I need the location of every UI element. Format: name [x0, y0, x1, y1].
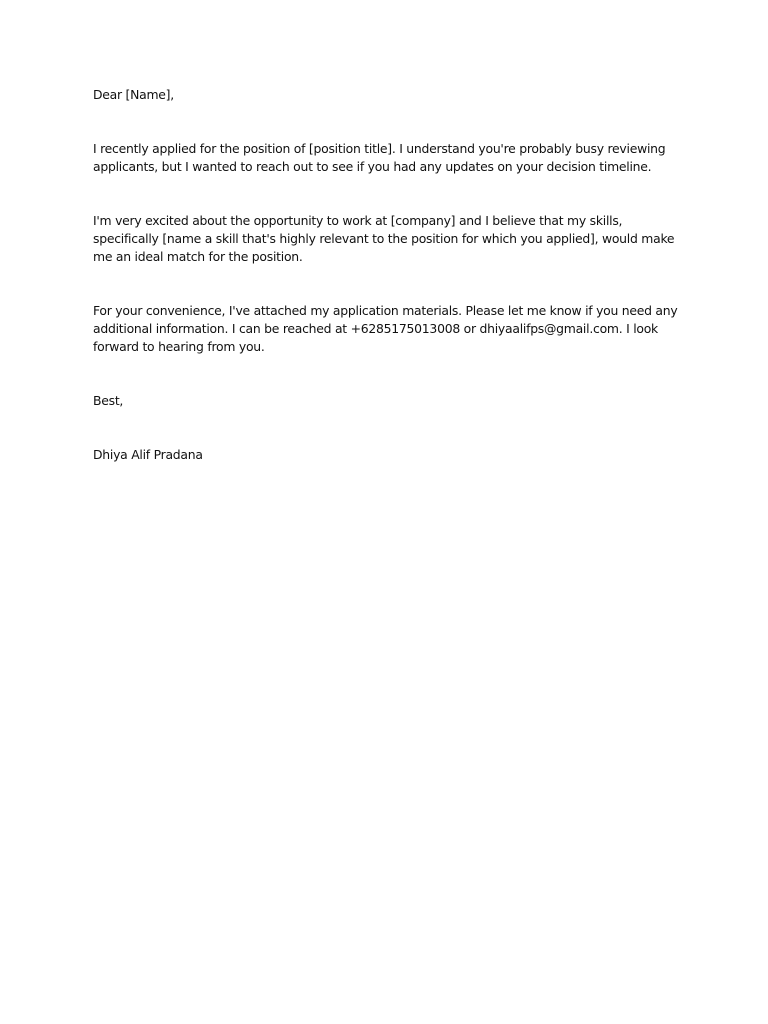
- salutation: Dear [Name],: [93, 87, 174, 102]
- signature: Dhiya Alif Pradana: [93, 447, 203, 462]
- closing: Best,: [93, 393, 124, 408]
- paragraph-contact: For your convenience, I've attached my application materials. Please let me know if you need any additional information. I can be reached at +6285175013008 or dhiyaalifps@gmail.com. I look forward to hearing from you.: [93, 303, 678, 354]
- paragraph-inquiry: I recently applied for the position of [position title]. I understand you're probably busy reviewing applicants, but I wanted to reach out to see if you had any updates on your decision timeline.: [93, 141, 666, 174]
- letter-body: [93, 86, 683, 464]
- paragraph-skills: I'm very excited about the opportunity to work at [company] and I believe that my skills, specifically [name a skill that's highly relevant to the position for which you applied], would make me an ideal match for the position.: [93, 213, 675, 264]
